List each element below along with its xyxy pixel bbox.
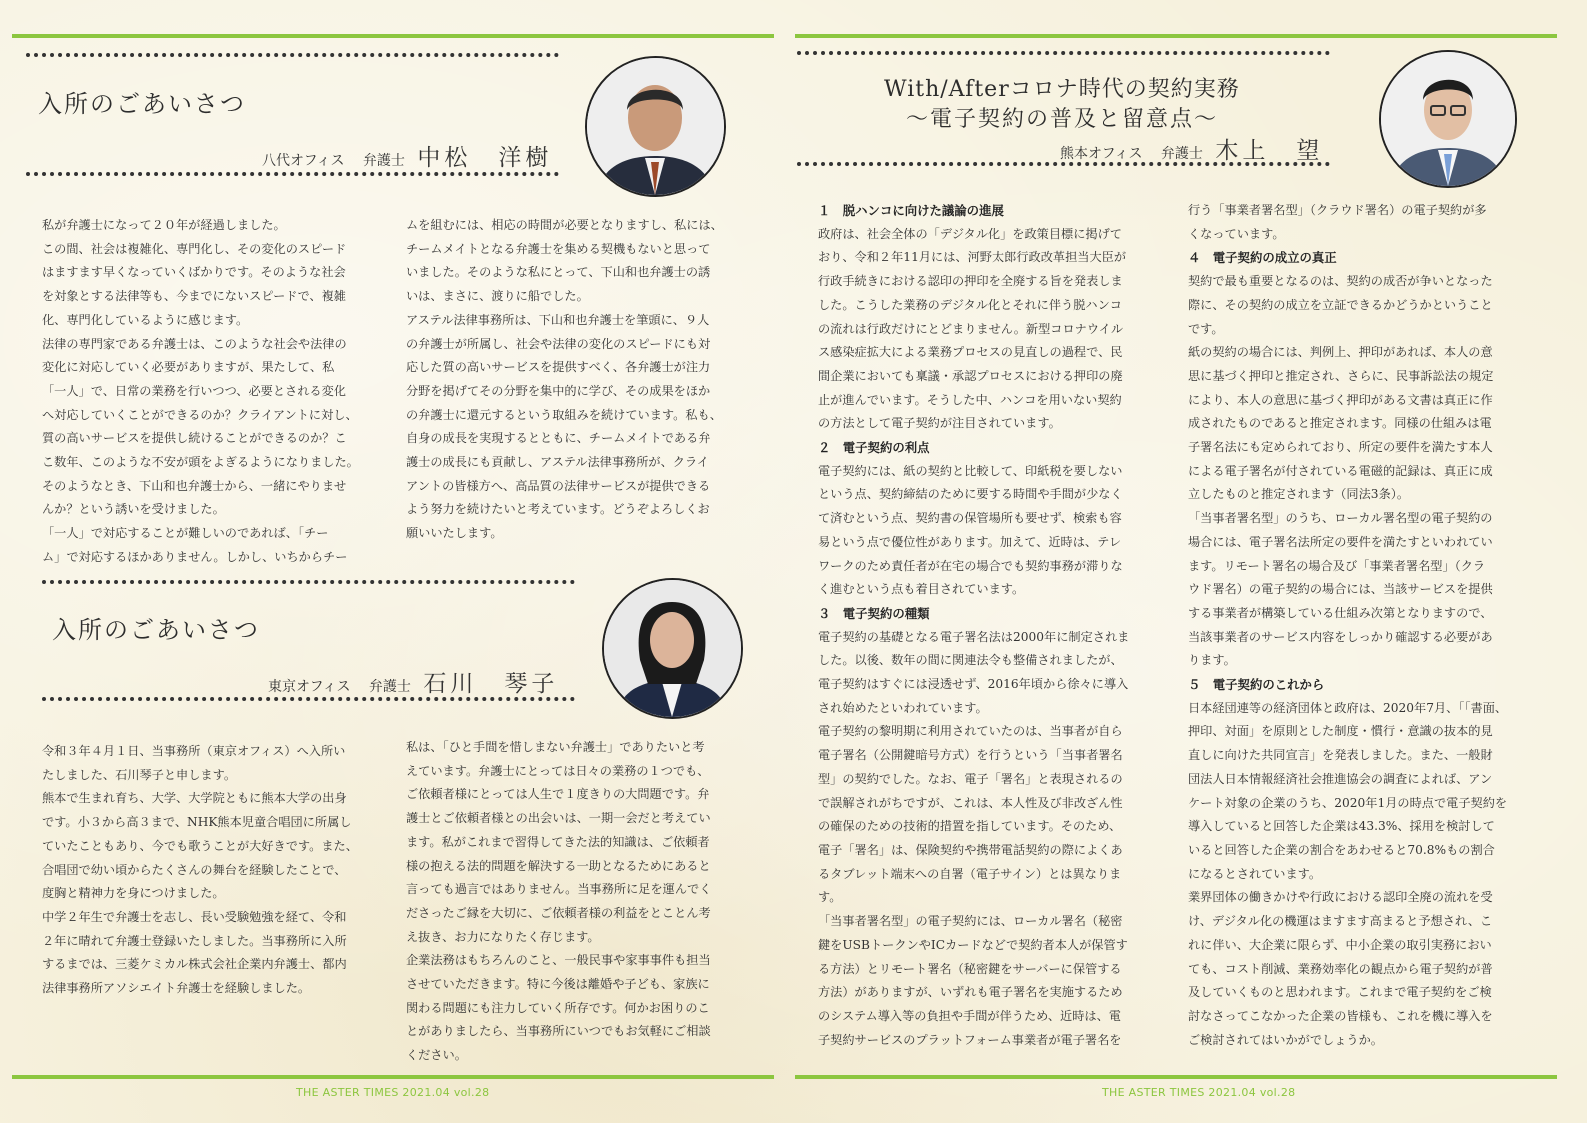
paragraph-line: 行う「事業者署名型」（クラウド署名）の電子契約が多 [1188,203,1487,217]
paragraph-line: ます。リモート署名の場合及び「事業者署名型」（クラ [1188,558,1486,573]
paragraph-line: アステル法律事務所は、下山和也弁護士を筆頭に、９人 [406,312,710,327]
article1-office: 八代オフィス [262,153,345,169]
paragraph-line: 「当事者署名型」の電子契約には、ローカル署名（秘密 [818,914,1123,929]
paragraph-line: るタブレット端末への自署（電子サイン）とは異なりま [818,866,1122,881]
paragraph-line: の確保のための技術的措置を指しています。そのため、 [818,819,1122,834]
paragraph-line: ださったご縁を大切に、ご依頼者様の利益をとことん考 [406,905,711,920]
paragraph-line: され始めたといわれています。 [818,700,988,715]
paragraph-line: の方法として電子契約が注目されています。 [818,416,1061,431]
paragraph-line: 鍵をUSBトークンやICカードなどで契約者本人が保管す [818,937,1128,952]
section-heading: ２ 電子契約の利点 [818,440,930,456]
paragraph-line: 合唱団で幼い頃からたくさんの舞台を経験したことで、 [42,862,347,877]
right-body-col1 [818,199,1173,1052]
man-portrait-icon [587,58,724,195]
paragraph-line: 易という点で優位性があります。加えて、近時は、テレ [818,534,1122,549]
paragraph-line: へ対応していくことができるのか？クライアントに対し、 [42,407,358,422]
article1-body-col1 [42,214,392,570]
paragraph-line: 契約で最も重要となるのは、契約の成否が争いとなった [1188,274,1493,289]
article1-top-dots [26,53,559,57]
article1-byline [262,139,552,172]
article1-author-name: 中松 洋樹 [417,145,553,171]
paragraph-line: 私が弁護士になって２０年が経過しました。 [42,218,286,232]
article2-body-col1 [42,740,392,1001]
paragraph-line: を対象とする法律等も、今までにないスピードで、複雑 [42,289,346,304]
paragraph-line: 団法人日本情報経済社会推進協会の調査によれば、アン [1188,771,1493,786]
article2-byline [268,665,558,698]
paragraph-line: の弁護士が所属し、社会や法律の変化のスピードにも対 [406,336,711,351]
paragraph-line: 企業法務はもちろんのこと、一般民事や家事事件も担当 [406,953,711,968]
paragraph-line: するまでは、三菱ケミカル株式会社企業内弁護士、都内 [42,957,347,972]
paragraph-line: 令和３年４月１日、当事務所（東京オフィス）へ入所い [42,744,346,758]
paragraph-line: 分野を掲げてその分野を集中的に学び、その成果をほか [406,383,711,398]
paragraph-line: す。 [818,890,842,905]
paragraph-line: 電子契約には、紙の契約と比較して、印紙税を要しない [818,463,1123,478]
paragraph-line: 子署名法にも定められており、所定の要件を満たす本人 [1188,440,1493,455]
paragraph-line: ても、コスト削減、業務効率化の観点から電子契約が普 [1188,961,1493,976]
paragraph-line: え抜き、お力になりたく存じます。 [406,929,600,944]
paragraph-line: 化、専門化しているように感じます。 [42,312,249,327]
paragraph-line: そのようなとき、下山和也弁護士から、一緒にやりませ [42,478,347,493]
paragraph-line: 方法）がありますが、いずれも電子署名を実施するため [818,985,1123,1000]
section-heading: ３ 電子契約の種類 [818,605,930,621]
paragraph-line: 様の抱える法的問題を解決する一助となるためにあると [406,858,711,873]
paragraph-line: 間企業においても稟議・承認プロセスにおける押印の廃 [818,368,1123,383]
man-with-glasses-portrait-icon [1381,52,1515,186]
paragraph-line: れに伴い、大企業に限らず、中小企業の取引実務におい [1188,937,1492,952]
article1-body-col2 [406,214,756,546]
paragraph-line: えています。弁護士にとっては日々の業務の１つでも、 [406,763,710,778]
paragraph-line: とがありましたら、当事務所にいつでもお気軽にご相談 [406,1024,711,1039]
paragraph-line: く進むという点も着目されています。 [818,582,1025,597]
paragraph-line: 電子署名（公開鍵暗号方式）を行うという「当事者署名 [818,748,1123,763]
article1-role: 弁護士 [362,153,405,169]
article1-bottom-dots [26,172,559,176]
paragraph-line: はますます早くなっていくばかりです。そのような社会 [42,265,346,280]
paragraph-line: こ数年、このような不安が頭をよぎるようになりました。 [42,455,359,470]
paragraph-line: 導入していると回答した企業は43.3%、採用を検討して [1188,819,1495,834]
footer-right: THE ASTER TIMES 2021.04 vol.28 [1102,1086,1296,1099]
footer-left: THE ASTER TIMES 2021.04 vol.28 [296,1086,490,1099]
paragraph-line: 場合には、電子署名法所定の要件を満たすといわれてい [1188,534,1493,549]
paragraph-line: した。こうした業務のデジタル化とそれに伴う脱ハンコ [818,297,1122,312]
paragraph-line: 子契約サービスのプラットフォーム事業者が電子署名を [818,1032,1122,1047]
paragraph-line: おり、令和２年11月には、河野太郎行政改革担当大臣が [818,250,1127,265]
article2-office: 東京オフィス [268,679,351,695]
paragraph-line: 法律の専門家である弁護士は、このような社会や法律の [42,336,347,351]
right-office: 熊本オフィス [1060,146,1143,162]
article2-bottom-dots [42,697,575,701]
paragraph-line: 成されたものであると推定されます。同様の仕組みは電 [1188,416,1492,431]
paragraph-line: ります。 [1188,653,1236,668]
right-top-dots [797,51,1330,55]
right-byline [1060,132,1323,165]
right-title-line2: ～電子契約の普及と留意点～ [906,107,1219,132]
paragraph-line: の流れは行政だけにとどまりません。新型コロナウイル [818,321,1124,336]
paragraph-line: ム」で対応するほかありません。しかし、いちからチー [42,549,348,564]
right-title-line1: With/Afterコロナ時代の契約実務 [884,77,1240,102]
paragraph-line: よう努力を続けたいと考えています。どうぞよろしくお [406,502,710,517]
paragraph-line: 言っても過言ではありません。当事務所に足を運んでく [406,882,712,897]
paragraph-line: 変化に対応していく必要がありますが、果たして、私 [42,360,335,375]
section-heading: ５ 電子契約のこれから [1188,677,1325,693]
paragraph-line: により、本人の意思に基づく押印がある文書は真正に作 [1188,392,1493,407]
paragraph-line: いると回答した企業の割合をあわせると70.8%もの割合 [1188,842,1495,857]
article2-title: 入所のごあいさつ [52,616,260,644]
paragraph-line: 際に、その契約の成立を立証できるかどうかということ [1188,297,1493,312]
paragraph-line: ケート対象の企業のうち、2020年1月の時点で電子契約を [1188,795,1508,810]
paragraph-line: 中学２年生で弁護士を志し、長い受験勉強を経て、令和 [42,909,347,924]
right-author-name: 木上 望 [1215,138,1324,164]
paragraph-line: この間、社会は複雑化、専門化し、その変化のスピード [42,241,347,256]
paragraph-line: 「一人」で対応することが難しいのであれば、「チー [42,526,329,541]
paragraph-line: け、デジタル化の機運はますます高まると予想され、こ [1188,914,1493,929]
right-body-col2 [1188,199,1543,1052]
paragraph-line: 立したものと推定されます（同法3条）。 [1188,487,1410,502]
paragraph-line: て済むという点、契約書の保管場所も要せず、検索も容 [818,511,1122,526]
paragraph-line: 電子契約はすぐには浸透せず、2016年頃から徐々に導入 [818,677,1129,692]
article2-author-photo [602,578,743,719]
paragraph-line: 業界団体の働きかけや行政における認印全廃の流れを受 [1188,890,1493,905]
paragraph-line: たしました、石川琴子と申します。 [42,767,237,782]
paragraph-line: 度胸と精神力を身につけました。 [42,886,225,901]
paragraph-line: ウド署名）の電子契約の場合には、当該サービスを提供 [1188,582,1493,597]
paragraph-line: 政府は、社会全体の「デジタル化」を政策目標に掲げて [818,226,1122,241]
paragraph-line: んか？という誘いを受けました。 [42,502,225,517]
paragraph-line: 護士の成長にも貢献し、アステル法律事務所が、クライ [406,455,709,470]
paragraph-line: チームメイトとなる弁護士を集める契機もないと思って [406,241,711,256]
paragraph-line: ご依頼者様にとっては人生で１度きりの大問題です。弁 [406,787,710,802]
paragraph-line: 電子契約の黎明期に利用されていたのは、当事者が自ら [818,724,1123,739]
paragraph-line: で誤解されがちですが、これは、本人性及び非改ざん性 [818,795,1123,810]
article1-title: 入所のごあいさつ [38,90,246,118]
paragraph-line: いました。そのような私にとって、下山和也弁護士の誘 [406,265,711,280]
paragraph-line: 日本経団連等の経済団体と政府は、2020年7月、「「書面、 [1188,700,1508,715]
right-role: 弁護士 [1160,146,1203,162]
paragraph-line: による電子署名が付されている電磁的記録は、真正に成 [1188,463,1493,478]
paragraph-line: の弁護士に還元するという取組みを続けています。私も、 [406,407,722,422]
right-author-photo [1379,50,1517,188]
paragraph-line: 電子契約の基礎となる電子署名法は2000年に制定されま [818,629,1130,644]
top-green-rule-right [795,34,1557,38]
paragraph-line: した。以後、数年の間に関連法令も整備されましたが、 [818,653,1123,668]
paragraph-line: 法律事務所アソシエイト弁護士を経験しました。 [42,981,311,996]
article1-author-photo [585,56,726,197]
paragraph-line: 及していくものと思われます。これまで電子契約をご検 [1188,985,1492,1000]
right-bottom-dots [797,162,1330,166]
paragraph-line: です。 [1188,321,1224,336]
paragraph-line: させていただきます。特に今後は離婚や子ども、家族に [406,977,710,992]
paragraph-line: 関わる問題にも注力していく所存です。何かお困りのこ [406,1000,710,1015]
article2-role: 弁護士 [368,679,411,695]
article2-top-dots [42,580,575,584]
paragraph-line: 願いいたします。 [406,526,503,541]
woman-portrait-icon [604,580,741,717]
paragraph-line: ていたこともあり、今でも歌うことが大好きです。また、 [42,838,358,853]
section-heading: １ 脱ハンコに向けた議論の進展 [818,203,1004,218]
bottom-green-rule-right [795,1075,1557,1079]
paragraph-line: ムを組むには、相応の時間が必要となりますし、私には、 [406,218,723,232]
paragraph-line: ワークのため責任者が在宅の場合でも契約事務が滞りな [818,558,1123,573]
paragraph-line: 思に基づく押印と推定され、さらに、民事訴訟法の規定 [1188,368,1494,383]
paragraph-line: 当該事業者のサービス内容をしっかり確認する必要があ [1188,629,1493,644]
paragraph-line: という点、契約締結のために要する時間や手間が少なく [818,487,1123,502]
paragraph-line: 押印、対面」を原則とした制度・慣行・意識の抜本的見 [1188,724,1493,739]
paragraph-line: アントの皆様方へ、高品質の法律サービスが提供できる [406,478,711,493]
paragraph-line: 「一人」で、日常の業務を行いつつ、必要とされる変化 [42,383,346,398]
paragraph-line: になるとされています。 [1188,866,1322,881]
paragraph-line: です。小３から高３まで、NHK熊本児童合唱団に所属し [42,815,352,830]
paragraph-line: する事業者が構築している仕組み次第となりますので、 [1188,605,1493,620]
paragraph-line: 応した質の高いサービスを提供すべく、各弁護士が注力 [406,360,711,375]
paragraph-line: 熊本で生まれ育ち、大学、大学院ともに熊本大学の出身 [42,791,347,806]
paragraph-line: 質の高いサービスを提供し続けることができるのか？こ [42,431,347,446]
paragraph-line: 型」の契約でした。なお、電子「署名」と表現されるの [818,771,1123,786]
paragraph-line: ます。私がこれまで習得してきた法的知識は、ご依頼者 [406,834,710,849]
article2-author-name: 石川 琴子 [423,671,559,697]
paragraph-line: のシステム導入等の負担や手間が伴うため、近時は、電 [818,1008,1121,1023]
paragraph-line: 止が進んでいます。そうした中、ハンコを用いない契約 [818,392,1122,407]
paragraph-line: 自身の成長を実現するとともに、チームメイトである弁 [406,431,711,446]
paragraph-line: ス感染症拡大による業務プロセスの見直しの過程で、民 [818,345,1123,360]
paragraph-line: ご検討されてはいかがでしょうか。 [1188,1032,1383,1047]
paragraph-line: ください。 [406,1048,467,1063]
paragraph-line: ２年に晴れて弁護士登録いたしました。当事務所に入所 [42,933,347,948]
paragraph-line: 護士とご依頼者様との出会いは、一期一会だと考えてい [406,811,711,826]
top-green-rule-left [12,34,774,38]
paragraph-line: 電子「署名」は、保険契約や携帯電話契約の際によくあ [818,842,1123,857]
paragraph-line: 紙の契約の場合には、判例上、押印があれば、本人の意 [1188,345,1493,360]
paragraph-line: 直しに向けた共同宣言」を発表しました。また、一般財 [1188,748,1493,763]
paragraph-line: いは、まさに、渡りに船でした。 [406,289,589,304]
paragraph-line: 私は、「ひと手間を惜しまない弁護士」でありたいと考 [406,740,705,754]
article2-body-col2 [406,736,756,1068]
paragraph-line: くなっています。 [1188,226,1285,241]
bottom-green-rule-left [12,1075,774,1079]
paragraph-line: る方法）とリモート署名（秘密鍵をサーバーに保管する [818,961,1122,976]
paragraph-line: 「当事者署名型」のうち、ローカル署名型の電子契約の [1188,511,1493,526]
section-heading: ４ 電子契約の成立の真正 [1188,250,1337,266]
paragraph-line: 行政手続きにおける認印の押印を全廃する旨を発表しま [818,274,1123,289]
paragraph-line: 討なさってこなかった企業の皆様も、これを機に導入を [1188,1008,1493,1023]
